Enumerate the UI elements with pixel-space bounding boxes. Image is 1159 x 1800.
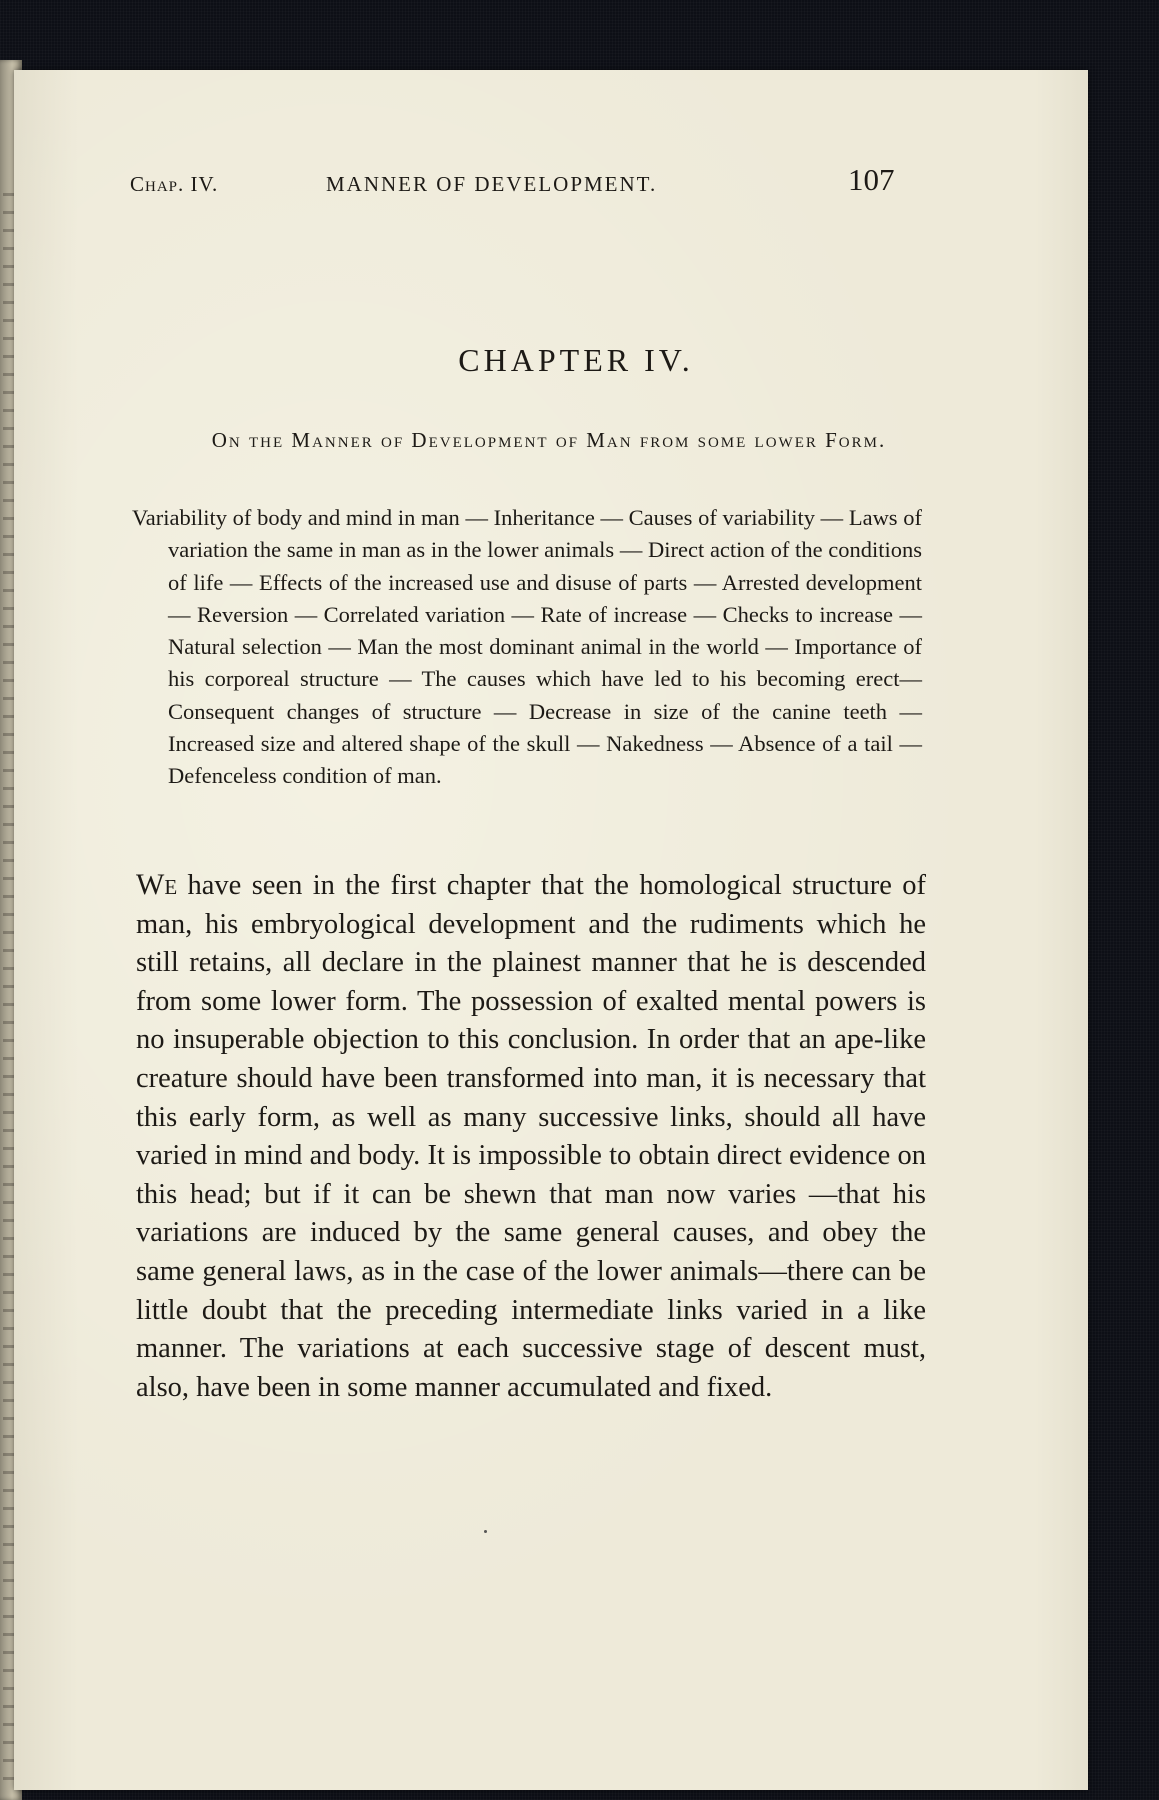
running-head [14,162,1088,202]
body-lead-word: We [136,868,178,901]
running-head-chapter: Chap. IV. [130,172,219,196]
book-page [14,70,1088,1790]
chapter-summary: Variability of body and mind in man — Inheritance — Causes of variability — Laws of variation the same in man as in the lower animals — Direct action of the conditions of life — Effects of the increased use and disuse of parts — Arrested development — Reversion — Correlated variation — Rate of increase — Checks to increase — Natural selection — Man the most dominant animal in the world — Importance of his corporeal structure — The causes which have led to his becoming erect—Consequent changes of structure — Decrease in size of the canine teeth — Increased size and altered shape of the skull — Nakedness — Absence of a tail — Defenceless condition of man. [132,505,922,789]
body-paragraph-text: have seen in the first chapter that the homological structure of man, his embryological development and the rudiments which he still retains, all declare in the plainest manner that he is descended from some lower form. The possession of exalted mental powers is no insuperable objection to this conclusion. In order that an ape-like creature should have been transformed into man, it is necessary that this early form, as well as many successive links, should all have varied in mind and body. It is impossible to obtain direct evidence on this head; but if it can be shewn that man now varies —that his variations are induced by the same general causes, and obey the same general laws, as in the case of the lower animals—there can be little doubt that the preceding intermediate links varied in a like manner. The variations at each successive stage of descent must, also, have been in some manner accumulated and fixed. [136,870,926,1403]
chapter-heading: CHAPTER IV. [458,342,694,378]
running-head-title: MANNER OF DEVELOPMENT. [326,172,658,196]
body-paragraph [136,866,926,1407]
chapter-subtitle: On the Manner of Development of Man from some lower Form. [211,428,887,452]
page-number: 107 [848,162,895,197]
paper-speck [484,1530,487,1533]
